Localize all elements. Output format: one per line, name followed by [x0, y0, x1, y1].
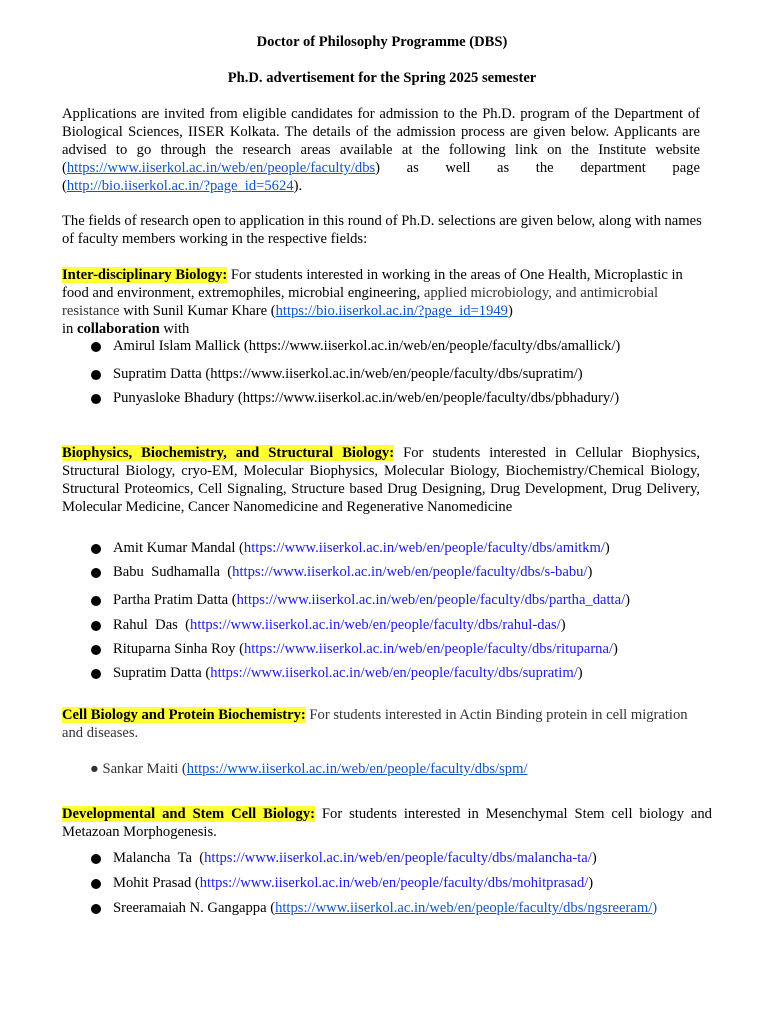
document-title: Doctor of Philosophy Programme (DBS): [256, 34, 508, 50]
section-heading: Biophysics, Biochemistry, and Structural Biology:: [62, 445, 395, 461]
member-link[interactable]: https://www.iiserkol.ac.in/web/en/people/faculty/dbs/s-babu/: [232, 564, 588, 580]
member-link[interactable]: https://www.iiserkol.ac.in/web/en/people/faculty/dbs/malancha-ta/: [204, 850, 592, 866]
section-desc: For students interested in Actin Binding protein in cell migration and diseases.: [62, 707, 688, 741]
list-item: [62, 591, 722, 616]
member-link[interactable]: https://www.iiserkol.ac.in/web/en/people/faculty/dbs/supratim/: [210, 665, 578, 681]
member-name: Rahul Das (: [113, 617, 191, 633]
list-item: [62, 539, 722, 563]
intro-last-row: [62, 177, 700, 197]
member-link[interactable]: https://www.iiserkol.ac.in/web/en/people/faculty/dbs/rahul-das/: [190, 617, 561, 633]
member-name: Sreeramaiah N. Gangappa (: [113, 900, 276, 916]
member-name: Malancha Ta (: [113, 850, 205, 866]
intro-text: Applications are invited from eligible candidates for admission to the Ph.D. program of the Department of Biological Sciences, IISER Kolkata. The details of the admission process are given below. Applicants are advised to go through the research areas available at the following link on the Institute website: [62, 106, 700, 158]
department-link[interactable]: http://bio.iiserkol.ac.in/?page_id=5624: [66, 178, 294, 194]
member-close: ): [613, 641, 618, 657]
list-item: [62, 337, 722, 365]
bullet-icon: [91, 645, 101, 655]
word-department: department: [580, 160, 646, 176]
member-close: ): [588, 875, 594, 891]
devbio-list: [62, 849, 722, 924]
paren-open: (: [62, 160, 67, 176]
member-link[interactable]: https://www.iiserkol.ac.in/web/en/people/faculty/dbs/rituparna/: [243, 641, 614, 657]
fields-intro: The fields of research open to application in this round of Ph.D. selections are given below, along with names of faculty members working in the respective fields:: [62, 213, 702, 247]
member-name: Rituparna Sinha Roy (: [113, 641, 244, 657]
member-name: Mohit Prasad (: [113, 875, 200, 891]
section-desc-grey: applied microbiology, and antimicrobial resistance: [62, 285, 659, 319]
member-text: Amirul Islam Mallick (https://www.iiserkol.ac.in/web/en/people/faculty/dbs/amallick/): [113, 338, 621, 354]
member-text: Supratim Datta (https://www.iiserkol.ac.in/web/en/people/faculty/dbs/supratim/): [113, 366, 583, 382]
section-heading: Developmental and Stem Cell Biology:: [62, 806, 316, 822]
member-close: ): [587, 564, 593, 580]
section-interdisciplinary: [62, 266, 702, 338]
list-item: [62, 874, 722, 899]
khare-link[interactable]: https://bio.iiserkol.ac.in/?page_id=1949: [275, 303, 508, 319]
collab-bold: collaboration: [77, 321, 160, 337]
paren-close-2: ).: [293, 178, 303, 194]
bullet-icon: [91, 879, 101, 889]
bullet-icon: [91, 394, 101, 404]
bullet-icon: [91, 342, 101, 352]
bullet-icon: [91, 544, 101, 554]
member-name: Supratim Datta (: [113, 665, 211, 681]
paren-open-2: (: [62, 178, 67, 194]
word-well: well: [445, 160, 471, 176]
paren-close: ): [375, 160, 381, 176]
bullet-icon: [91, 370, 101, 380]
biophysics-list: [62, 539, 722, 688]
word-the: the: [535, 160, 554, 176]
list-item: [62, 849, 722, 874]
member-link[interactable]: https://www.iiserkol.ac.in/web/en/people/faculty/dbs/amitkm/: [243, 540, 605, 556]
member-close: ): [652, 900, 658, 916]
member-text: Punyasloke Bhadury (https://www.iiserkol.ac.in/web/en/people/faculty/dbs/pbhadury/): [113, 390, 620, 406]
member-name: Partha Pratim Datta (: [113, 592, 237, 608]
bullet-icon: [91, 669, 101, 679]
member-close: ): [604, 540, 610, 556]
section-cellbio: [62, 706, 712, 742]
member-link[interactable]: https://www.iiserkol.ac.in/web/en/people/faculty/dbs/spm/: [186, 761, 528, 777]
intro-paragraph: [62, 105, 700, 159]
bullet-icon: [91, 904, 101, 914]
member-close: ): [560, 617, 566, 633]
bullet-icon: [91, 854, 101, 864]
section-biophysics: [62, 444, 700, 516]
section-heading: Inter-disciplinary Biology:: [62, 267, 228, 283]
list-item: [62, 616, 722, 640]
section-devbio: [62, 805, 712, 841]
section-desc-3: ): [507, 303, 513, 319]
member-link[interactable]: https://www.iiserkol.ac.in/web/en/people/faculty/dbs/partha_datta/: [236, 592, 626, 608]
member-close: ): [625, 592, 631, 608]
list-item: [62, 640, 722, 664]
cellbio-member: [90, 760, 710, 778]
section-heading: Cell Biology and Protein Biochemistry:: [62, 707, 306, 723]
word-as-2: as: [497, 160, 510, 176]
member-close: ): [577, 665, 583, 681]
section-desc-2: with Sunil Kumar Khare (: [119, 303, 276, 319]
section-desc: For students interested in Cellular Biophysics, Structural Biology, cryo-EM, Molecular Biophysics, Molecular Biology, Biochemistry/Chemical Biology, Structural Proteomics, Cell Signaling, Structure based Drug Designing, Drug Development, Drug Delivery, Molecular Medicine, Cancer Nanomedicine and Regenerative Nanomedicine: [62, 445, 701, 515]
bullet-icon: [91, 621, 101, 631]
word-as: as: [406, 160, 419, 176]
collab-pre: in: [62, 321, 77, 337]
member-link[interactable]: https://www.iiserkol.ac.in/web/en/people/faculty/dbs/ngsreeram/: [275, 900, 653, 916]
list-item: [62, 664, 722, 688]
list-item: [62, 563, 722, 591]
member-name: Amit Kumar Mandal (: [113, 540, 244, 556]
section-desc: For students interested in Mesenchymal Stem cell biology and Metazoan Morphogenesis.: [62, 806, 712, 840]
list-item: [62, 389, 722, 413]
bullet-icon: [91, 568, 101, 578]
interdisciplinary-list: [62, 337, 722, 413]
collab-post: with: [159, 321, 190, 337]
institute-link-line[interactable]: https://www.iiserkol.ac.in/web/en/people/faculty/dbs: [66, 160, 376, 176]
intro-link-row: [62, 159, 700, 177]
member-close: ): [591, 850, 597, 866]
list-item: [62, 899, 722, 924]
member-link[interactable]: https://www.iiserkol.ac.in/web/en/people/faculty/dbs/mohitprasad/: [199, 875, 589, 891]
section-desc: For students interested in working in the areas of One Health, Microplastic in food and environment, extremophiles, microbial engineering,: [62, 267, 683, 301]
document-subtitle: Ph.D. advertisement for the Spring 2025 semester: [227, 70, 537, 86]
member-name: Babu Sudhamalla (: [113, 564, 233, 580]
word-page: page: [672, 160, 700, 176]
bullet-icon: [91, 596, 101, 606]
list-item: [62, 365, 722, 389]
member-name: ● Sankar Maiti (: [90, 761, 187, 777]
